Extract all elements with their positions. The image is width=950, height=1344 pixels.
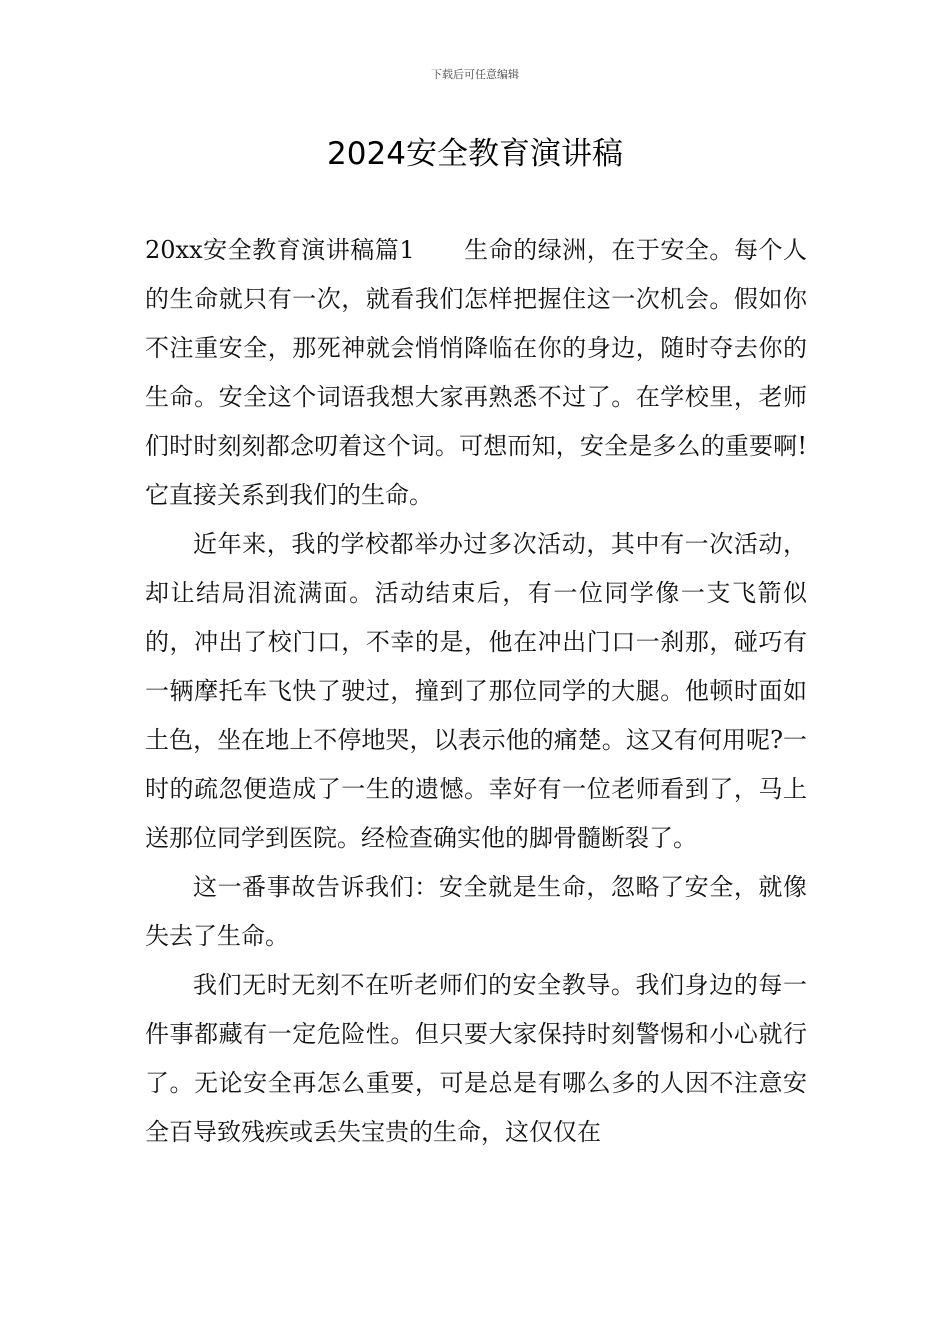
- paragraph-1: 20xx安全教育演讲稿篇1 生命的绿洲，在于安全。每个人的生命就只有一次，就看我们怎样把握住这一次机会。假如你不注重安全，那死神就会悄悄降临在你的身边，随时夺去你的生命。安全这个词语我想大家再熟悉不过了。在学校里，老师们时时刻刻都念叨着这个词。可想而知，安全是多么的重要啊!它直接关系到我们的生命。: [145, 236, 807, 509]
- header-note: 下载后可任意编辑: [431, 68, 519, 81]
- paragraph-3: 这一番事故告诉我们：安全就是生命，忽略了安全，就像失去了生命。: [145, 873, 807, 950]
- document-body: [145, 226, 807, 1157]
- paragraph-4: 我们无时无刻不在听老师们的安全教导。我们身边的每一件事都藏有一定危险性。但只要大家保持时刻警惕和小心就行了。无论安全再怎么重要，可是总是有哪么多的人因不注意安全百导致残疾或丢失宝贵的生命，这仅仅在: [145, 971, 807, 1146]
- paragraph-2: 近年来，我的学校都举办过多次活动，其中有一次活动，却让结局泪流满面。活动结束后，有一位同学像一支飞箭似的，冲出了校门口，不幸的是，他在冲出门口一刹那，碰巧有一辆摩托车飞快了驶过，撞到了那位同学的大腿。他顿时面如土色，坐在地上不停地哭，以表示他的痛楚。这又有何用呢?一时的疏忽便造成了一生的遗憾。幸好有一位老师看到了，马上送那位同学到医院。经检查确实他的脚骨髓断裂了。: [145, 530, 807, 852]
- document-title: 2024安全教育演讲稿: [327, 136, 623, 172]
